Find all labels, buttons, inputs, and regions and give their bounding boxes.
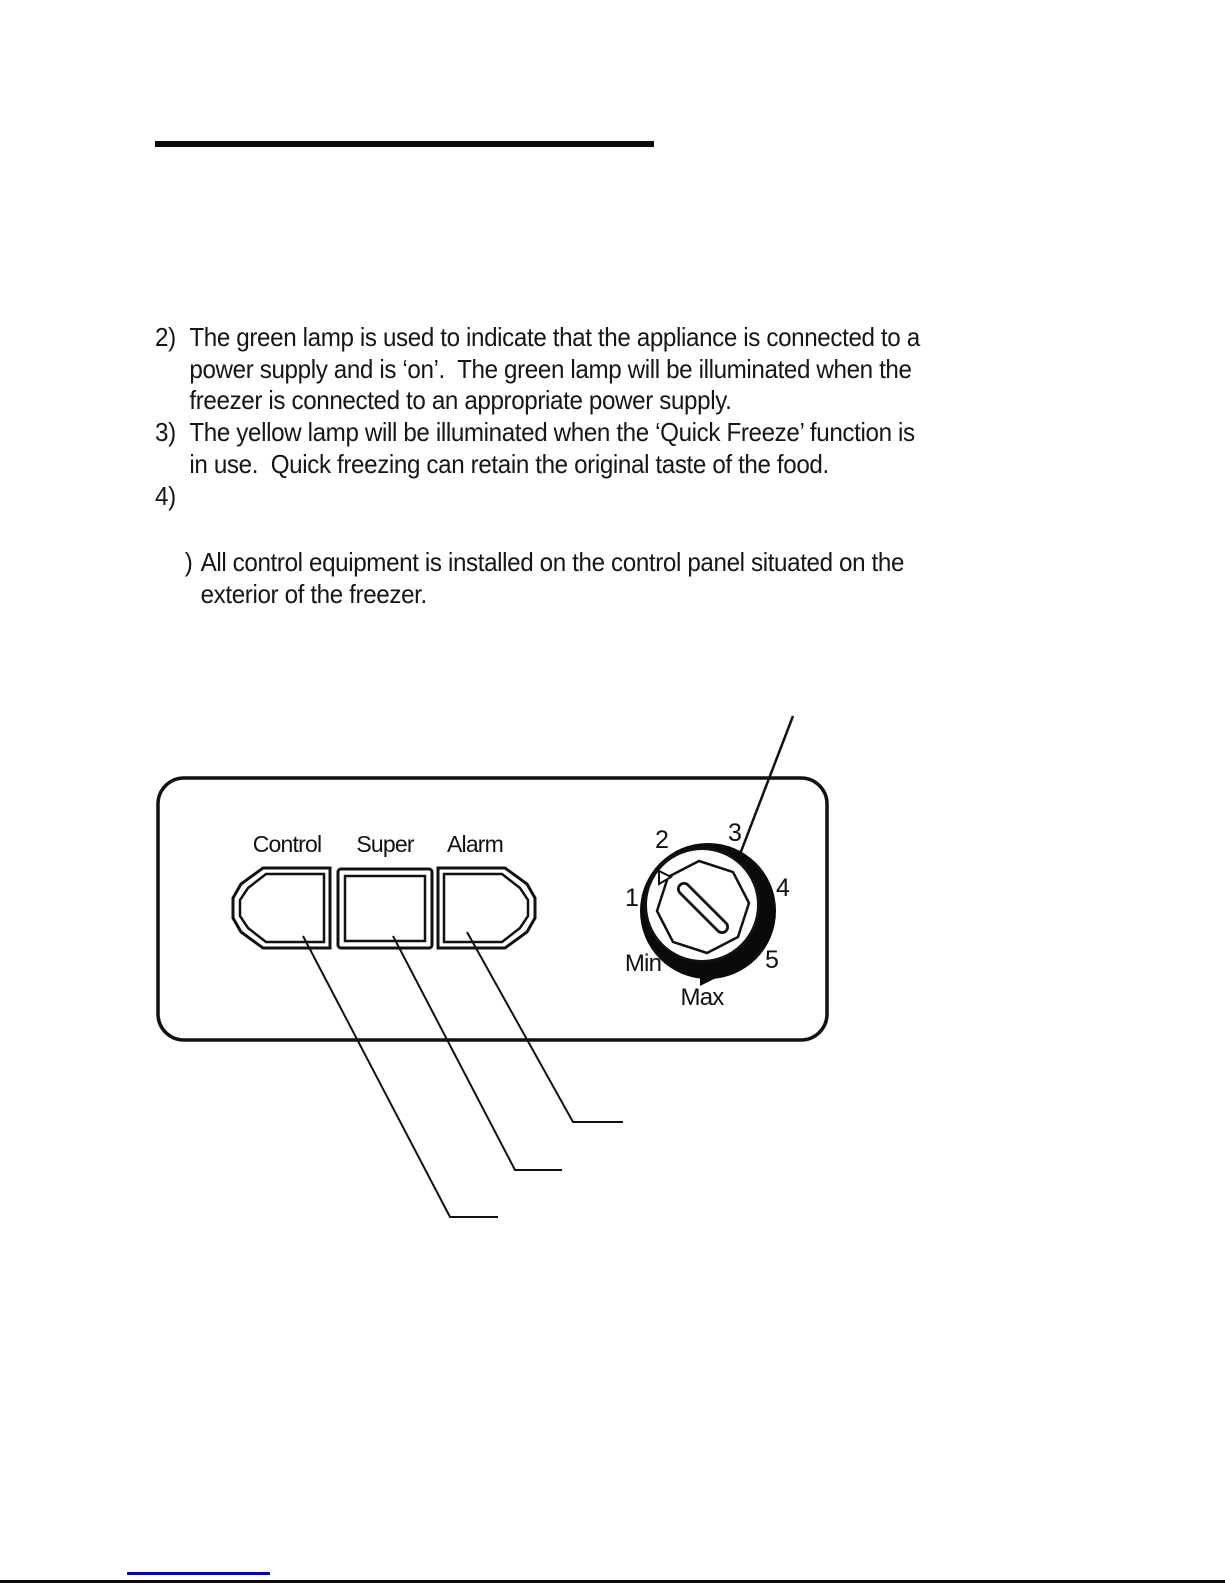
super-button-shape	[338, 869, 432, 948]
body-text	[155, 322, 992, 611]
control-panel-diagram	[140, 690, 860, 1250]
dial-max-label: Max	[680, 984, 724, 1011]
list-item-line: All control equipment is installed on the control panel situated on the	[200, 547, 905, 578]
list-item-number: 4)	[155, 480, 176, 511]
control-button-label: Control	[252, 831, 322, 857]
list-item-line	[189, 481, 992, 513]
section-heading-rule	[155, 141, 654, 147]
dial-tick-2: 2	[655, 826, 669, 854]
dial-tick-4: 4	[776, 874, 790, 902]
list-item-3	[155, 417, 992, 480]
dial-tick-5: 5	[765, 946, 779, 974]
list-item-2	[155, 322, 992, 417]
alarm-button-shape	[438, 868, 535, 948]
list-item-number: 2)	[155, 322, 176, 352]
dial-tick-3: 3	[728, 819, 742, 847]
list-item-4	[155, 481, 992, 513]
dial-min-label: Min	[624, 950, 662, 977]
page-bottom-rule	[0, 1580, 1225, 1583]
alarm-button-label: Alarm	[446, 831, 504, 857]
list-item-number: 3)	[155, 417, 176, 448]
list-item-line: freezer is connected to an appropriate power supply.	[189, 385, 732, 416]
super-button-label: Super	[356, 831, 414, 857]
list-item-line: The green lamp is used to indicate that the appliance is connected to a	[189, 322, 920, 352]
list-item-line: power supply and is ‘on’. The green lamp will be illuminated when the	[189, 353, 912, 384]
list-item-line: exterior of the freezer.	[200, 578, 427, 609]
dial-tick-1: 1	[625, 884, 639, 912]
list-item-line: in use. Quick freezing can retain the original taste of the food.	[189, 448, 829, 479]
list-item-number: )	[184, 547, 193, 578]
list-item-line: The yellow lamp will be illuminated when the ‘Quick Freeze’ function is	[189, 417, 915, 448]
footer-link-underline[interactable]	[127, 1572, 270, 1575]
control-button-shape	[233, 868, 330, 948]
list-item-paren	[155, 547, 992, 610]
